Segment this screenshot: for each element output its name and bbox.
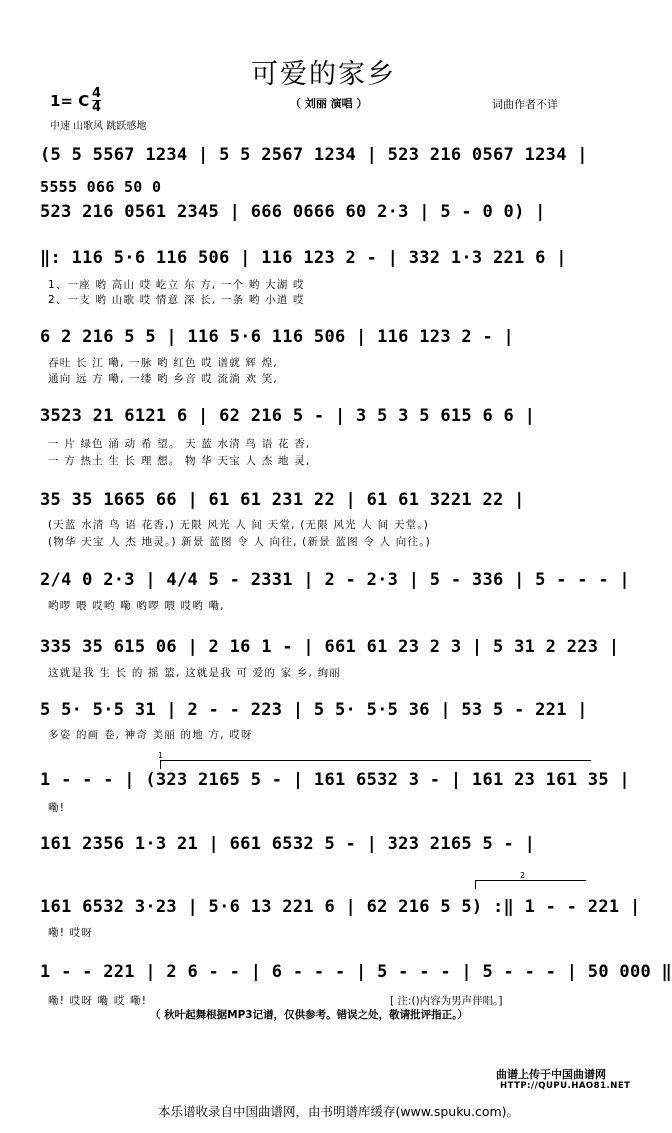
notation-row: ‖: 116 5·6 116 506 | 116 123 2 - | 332 1·3 221 6 |	[40, 248, 567, 268]
notation-row: 523 216 0561 2345 | 666 0666 60 2·3 | 5 - 0 0) |	[40, 202, 546, 222]
song-title: 可爱的家乡	[251, 59, 396, 90]
site-watermark: 曲谱上传于中国曲谱网	[496, 1068, 606, 1081]
notation-row: 3523 21 6121 6 | 62 216 5 - | 3 5 3 5 615 6 6 |	[40, 406, 536, 426]
lyric-line: 通向 远 方 嘞, 一缕 哟 乡音 哎 流淌 欢 笑,	[48, 373, 278, 385]
lyric-line: 一 片 绿色 涌 动 希 望。 天 蓝 水清 鸟 语 花 香,	[48, 438, 311, 450]
notation-row: 35 35 1665 66 | 61 61 231 22 | 61 61 3221 22 |	[40, 490, 525, 510]
notation-row: 1 - - - | (323 2165 5 - | 161 6532 3 - | 161 23 161 35 |	[40, 770, 630, 790]
time-bottom: 4	[92, 100, 102, 115]
tempo-marking: 中速 山歌风 跳跃感地	[50, 121, 147, 132]
volta-2-label: 2	[520, 871, 526, 880]
source-credit: 本乐谱收录自中国曲谱网，由书明谱库缓存(www.spuku.com)。	[157, 1104, 520, 1119]
lyric-line: 多姿 的画 卷, 神奇 美丽 的地 方, 哎呀	[48, 729, 253, 741]
lyric-line: 嘞!	[48, 802, 66, 814]
lyric-line: 吞吐 长 江 嘞, 一脉 哟 红色 哎 谱就 辉 煌,	[48, 357, 278, 369]
transcriber-footnote: （ 秋叶起舞根据MP3记谱，仅供参考。错误之处，敬请批评指正。）	[150, 1009, 468, 1021]
lyric-line: 哟啰 喂 哎哟 嘞 哟啰 喂 哎哟 嘞,	[48, 600, 225, 612]
notation-row: 161 2356 1·3 21 | 661 6532 5 - | 323 2165 5 - |	[40, 834, 536, 854]
volta-1-label: 1	[158, 751, 164, 760]
credit: 词曲作者不详	[492, 98, 558, 111]
lyric-line: 这就是我 生 长 的 摇 篮, 这就是我 可 爱的 家 乡, 绚丽	[48, 667, 341, 679]
site-url: HTTP://QUPU.HAO81.NET	[500, 1081, 631, 1091]
lyric-line: 一 方 热土 生 长 理 想。 物 华 天宝 人 杰 地 灵,	[48, 455, 311, 467]
notation-row-ossia: 5555 066 50 0	[40, 178, 162, 196]
lyric-line: 嘞! 哎呀 嘞 哎 嘞!	[48, 995, 148, 1007]
lyric-line: (天蓝 水清 鸟 语 花香,) 无限 风光 人 间 天堂, (无限 风光 人 间 天堂。)	[48, 519, 430, 531]
notation-row: 2/4 0 2·3 | 4/4 5 - 2331 | 2 - 2·3 | 5 - 336 | 5 - - - |	[40, 570, 630, 590]
performer: （ 刘丽 演唱 ）	[290, 97, 368, 110]
volta-bracket-2	[475, 871, 586, 889]
notation-row: 335 35 615 06 | 2 16 1 - | 661 61 23 2 3 | 5 31 2 223 |	[40, 637, 620, 657]
notation-row: 6 2 216 5 5 | 116 5·6 116 506 | 116 123 2 - |	[40, 327, 515, 347]
volta-bracket-1	[158, 751, 591, 769]
notation-row: 5 5· 5·5 31 | 2 - - 223 | 5 5· 5·5 36 | 53 5 - 221 |	[40, 700, 588, 720]
lyric-line: 1、一座 哟 高山 哎 屹立 东 方, 一个 哟 大湖 哎	[48, 279, 305, 291]
notation-row: 161 6532 3·23 | 5·6 13 221 6 | 62 216 5 5) :‖ 1 - - 221 |	[40, 897, 641, 917]
key-signature: 1= C	[50, 92, 90, 110]
time-signature	[92, 87, 101, 114]
performance-note: [ 注:()内容为男声伴唱。]	[390, 995, 503, 1007]
lyric-line: (物华 天宝 人 杰 地灵。) 新景 蓝图 令 人 向往, (新景 蓝图 令 人 向往。)	[48, 536, 431, 548]
notation-row: (5 5 5567 1234 | 5 5 2567 1234 | 523 216 0567 1234 |	[40, 145, 588, 165]
lyric-line: 2、一支 哟 山歌 哎 情意 深 长, 一条 哟 小道 哎	[48, 294, 305, 306]
time-top: 4	[92, 86, 102, 101]
notation-row: 1 - - 221 | 2 6 - - | 6 - - - | 5 - - - | 5 - - - | 50 000 ‖	[40, 962, 672, 982]
lyric-line: 嘞! 哎呀	[48, 927, 94, 939]
